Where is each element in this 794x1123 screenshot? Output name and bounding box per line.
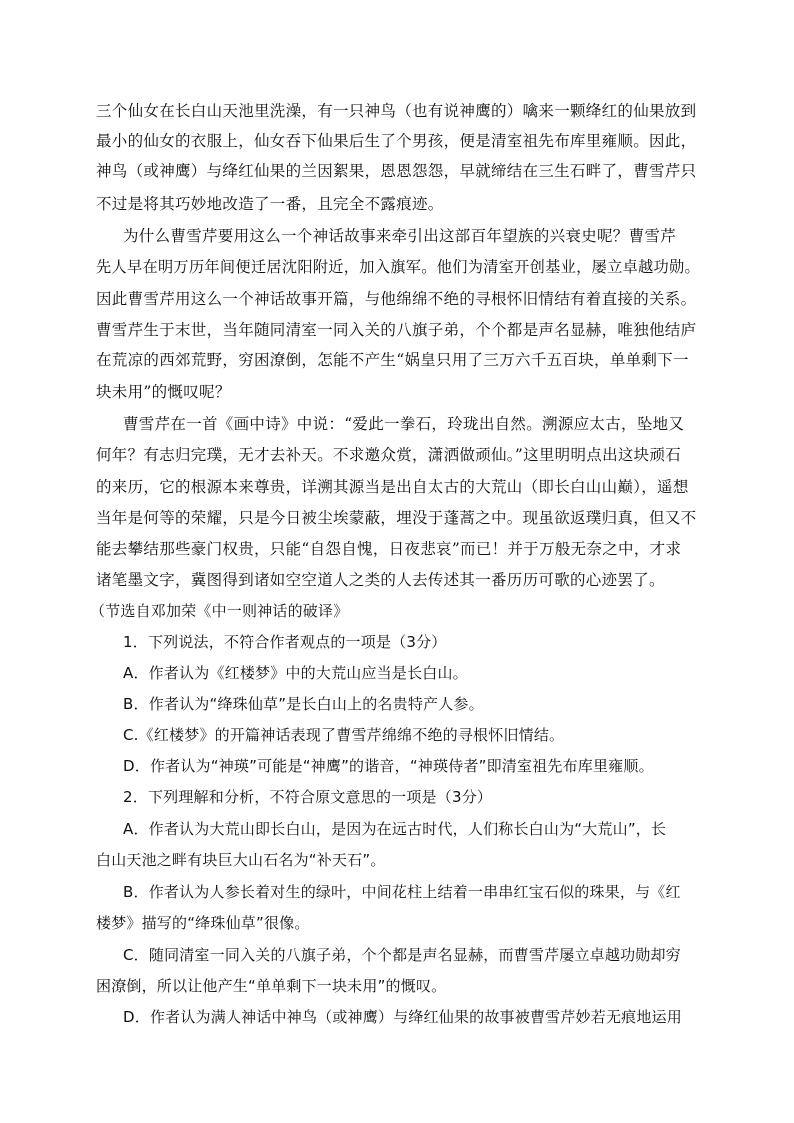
question-option-cont: 困潦倒，所以让他产生“单单剩下一块未用”的慨叹。 xyxy=(96,977,447,995)
question-option: A．作者认为《红楼梦》中的大荒山应当是长白山。 xyxy=(123,664,468,682)
passage-line: 因此曹雪芹用这么一个神话故事开篇，与他绵绵不绝的寻根怀旧情结有着直接的关系。 xyxy=(96,290,697,308)
passage-line: 为什么曹雪芹要用这么一个神话故事来牵引出这部百年望族的兴衰史呢？曹雪芹 xyxy=(123,227,677,245)
passage-line: 的来历，它的根源本来尊贵，详溯其源当是出自太古的大荒山（即长白山山巅），遥想 xyxy=(96,478,689,496)
question-option: A．作者认为大荒山即长白山，是因为在远古时代，人们称长白山为“大荒山”，长 xyxy=(123,820,667,838)
question-stem: 1．下列说法，不符合作者观点的一项是（3分） xyxy=(123,633,447,651)
question-option-cont: 白山天池之畔有块巨大山石名为“补天石”。 xyxy=(96,851,386,869)
question-option: D．作者认为满人神话中神鸟（或神鹰）与绛红仙果的故事被曹雪芹妙若无痕地运用 xyxy=(123,1008,682,1026)
passage-line: 当年是何等的荣耀，只是今日被尘埃蒙蔽，埋没于蓬蒿之中。现虽欲返璞归真，但又不 xyxy=(96,509,697,527)
question-stem: 2．下列理解和分析，不符合原文意思的一项是（3分） xyxy=(123,788,493,806)
question-option: B．作者认为“绛珠仙草”是长白山上的名贵特产人参。 xyxy=(123,695,484,713)
passage-line: 能去攀结那些豪门权贵，只能“自怨自愧，日夜悲哀”而已！并于万般无奈之中，才求 xyxy=(96,540,682,558)
passage-line: 在荒凉的西郊荒野，穷困潦倒，怎能不产生“娲皇只用了三万六千五百块，单单剩下一 xyxy=(96,351,689,369)
passage-line: 最小的仙女的衣服上，仙女吞下仙果后生了个男孩，便是清室祖先布库里雍顺。因此， xyxy=(96,132,697,150)
passage-line: 三个仙女在长白山天池里洗澡，有一只神鸟（也有说神鹰的）噙来一颗绛红的仙果放到 xyxy=(96,102,697,120)
passage-line: 何年？有志归完璞，无才去补天。不求邀众赏，潇洒做顽仙。”这里明明点出这块顽石 xyxy=(96,446,682,464)
passage-line: 曹雪芹生于末世，当年随同清室一同入关的八旗子弟，个个都是声名显赫，唯独他结庐 xyxy=(96,321,697,339)
question-option: D．作者认为“神瑛”可能是“神鹰”的谐音，“神瑛侍者”即清室祖先布库里雍顺。 xyxy=(123,757,654,775)
question-option-cont: 楼梦》描写的“绛珠仙草”很像。 xyxy=(96,914,310,932)
passage-line: 诸笔墨文字，冀图得到诸如空空道人之类的人去传述其一番历历可歌的心迹罢了。 xyxy=(96,571,665,589)
question-option: C.《红楼梦》的开篇神话表现了曹雪芹绵绵不绝的寻根怀旧情结。 xyxy=(123,726,565,744)
passage-line: 块未用”的慨叹呢？ xyxy=(96,383,231,401)
passage-line: 曹雪芹在一首《画中诗》中说：“爱此一拳石，玲珑出自然。溯源应太古，坠地又 xyxy=(123,415,685,433)
passage-line: 不过是将其巧妙地改造了一番，且完全不露痕迹。 xyxy=(96,195,444,213)
source-citation: （节选自邓加荣《中一则神话的破译》 xyxy=(90,602,349,620)
passage-line: 神鸟（或神鹰）与绛红仙果的兰因絮果，恩恩怨怨，早就缔结在三生石畔了，曹雪芹只 xyxy=(96,162,697,180)
question-option: B．作者认为人参长着对生的绿叶，中间花柱上结着一串串红宝石似的珠果，与《红 xyxy=(123,883,681,901)
question-option: C．随同清室一同入关的八旗子弟，个个都是声名显赫，而曹雪芹屡立卓越功勋却穷 xyxy=(123,946,681,964)
passage-line: 先人早在明万历年间便迁居沈阳附近，加入旗军。他们为清室开创基业，屡立卓越功勋。 xyxy=(96,258,701,276)
